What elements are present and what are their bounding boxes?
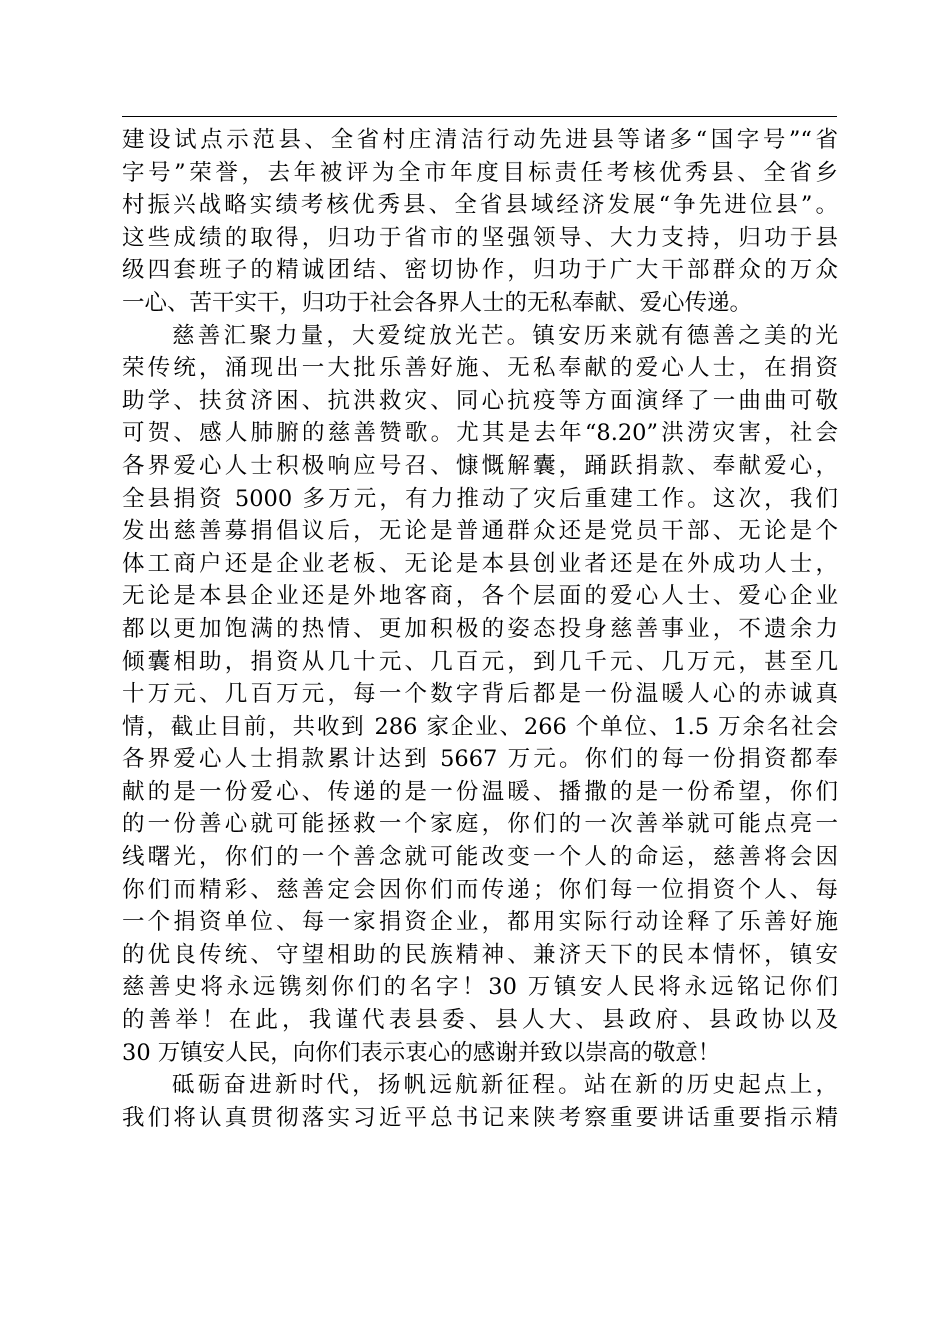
text-line: 你们而精彩、慈善定会因你们而传递；你们每一位捐资个人、每: [122, 876, 838, 903]
text-line: 各界爱心人士积极响应号召、慷慨解囊，踊跃捐款、奉献爱心，: [122, 452, 838, 479]
text-line: 都以更加饱满的热情、更加积极的姿态投身慈善事业，不遗余力: [122, 615, 838, 642]
text-line: 的善举！在此，我谨代表县委、县人大、县政府、县政协以及: [122, 1007, 838, 1034]
text-line: 体工商户还是企业老板、无论是本县创业者还是在外成功人士，: [122, 550, 838, 577]
text-line: 荣传统，涌现出一大批乐善好施、无私奉献的爱心人士，在捐资: [122, 355, 838, 382]
text-line: 级四套班子的精诚团结、密切协作，归功于广大干部群众的万众: [122, 257, 838, 284]
text-line: 可贺、感人肺腑的慈善赞歌。尤其是去年“8.20”洪涝灾害，社会: [122, 420, 838, 447]
paragraph-start-line: 慈善汇聚力量，大爱绽放光芒。镇安历来就有德善之美的光: [172, 322, 838, 349]
header-rule: [122, 116, 837, 117]
text-line: 的优良传统、守望相助的民族精神、兼济天下的民本情怀，镇安: [122, 941, 838, 968]
text-line: 发出慈善募捐倡议后，无论是普通群众还是党员干部、无论是个: [122, 518, 838, 545]
text-line: 村振兴战略实绩考核优秀县、全省县域经济发展“争先进位县”。: [122, 192, 838, 219]
text-line: 线曙光，你们的一个善念就可能改变一个人的命运，慈善将会因: [122, 844, 838, 871]
text-line: 十万元、几百万元，每一个数字背后都是一份温暖人心的赤诚真: [122, 681, 838, 708]
text-line: 全县捐资 5000 多万元，有力推动了灾后重建工作。这次，我们: [122, 485, 838, 512]
text-line: 建设试点示范县、全省村庄清洁行动先进县等诸多“国字号”“省: [122, 127, 838, 153]
text-line: 字号”荣誉，去年被评为全市年度目标责任考核优秀县、全省乡: [122, 159, 838, 186]
text-line: 情，截止目前，共收到 286 家企业、266 个单位、1.5 万余名社会: [122, 713, 838, 740]
text-line: 倾囊相助，捐资从几十元、几百元，到几千元、几万元，甚至几: [122, 648, 838, 675]
document-body: [122, 124, 838, 1134]
text-line: 这些成绩的取得，归功于省市的坚强领导、大力支持，归功于县: [122, 224, 838, 251]
text-line: 我们将认真贯彻落实习近平总书记来陕考察重要讲话重要指示精: [122, 1104, 838, 1131]
text-line: 30 万镇安人民，向你们表示衷心的感谢并致以崇高的敬意！: [122, 1039, 721, 1066]
text-line: 各界爱心人士捐款累计达到 5667 万元。你们的每一份捐资都奉: [122, 746, 838, 773]
text-line: 一心、苦干实干，归功于社会各界人士的无私奉献、爱心传递。: [122, 289, 753, 316]
text-line: 的一份善心就可能拯救一个家庭，你们的一次善举就可能点亮一: [122, 811, 838, 838]
text-line: 慈善史将永远镌刻你们的名字！30 万镇安人民将永远铭记你们: [122, 974, 838, 1001]
text-line: 助学、扶贫济困、抗洪救灾、同心抗疫等方面演绎了一曲曲可敬: [122, 387, 838, 414]
text-line: 献的是一份爱心、传递的是一份温暖、播撒的是一份希望，你们: [122, 778, 838, 805]
paragraph-start-line: 砥砺奋进新时代，扬帆远航新征程。站在新的历史起点上，: [172, 1072, 838, 1099]
text-line: 无论是本县企业还是外地客商，各个层面的爱心人士、爱心企业: [122, 583, 838, 610]
text-line: 一个捐资单位、每一家捐资企业，都用实际行动诠释了乐善好施: [122, 909, 838, 936]
